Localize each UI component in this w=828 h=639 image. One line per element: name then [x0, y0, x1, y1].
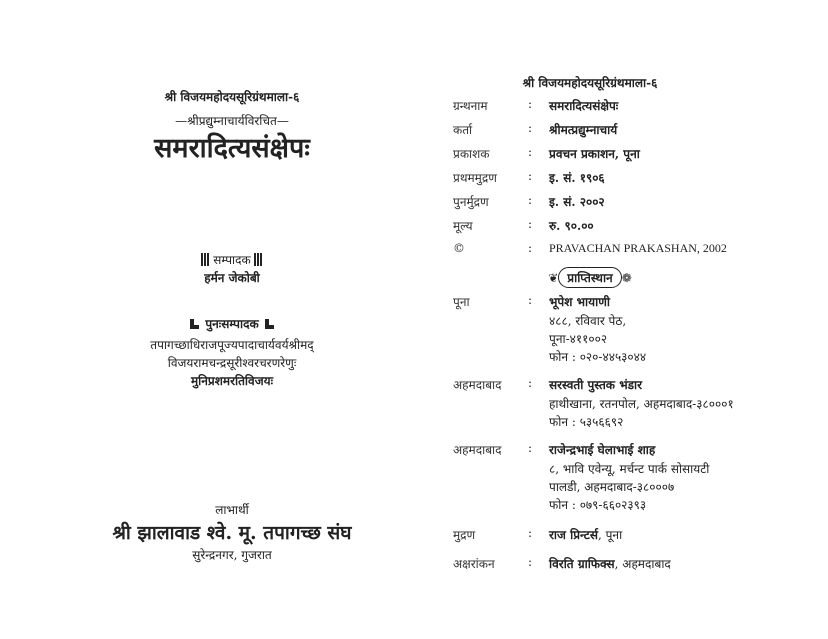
reeditor-heading	[90, 315, 374, 332]
info-label: पुनर्मुद्रण	[453, 195, 489, 209]
availability-title: प्राप्तिस्थान	[558, 267, 621, 288]
info-label: प्रकाशक	[453, 147, 490, 161]
info-label: प्रथममुद्रण	[453, 171, 497, 185]
colon: :	[528, 145, 533, 159]
colon: :	[528, 217, 533, 231]
editor-name: हर्मन जेकोबी	[204, 271, 260, 285]
address-line: पालडी, अहमदाबाद-३८०००७	[549, 480, 675, 494]
reeditor-line: मुनिप्रशमरतिविजयः	[190, 374, 274, 388]
reeditor-line: तपागच्छाधिराजपूज्यपादाचार्यवर्यश्रीमद्	[150, 338, 314, 352]
reeditor-label: पुनःसम्पादक	[205, 317, 259, 331]
author-line: —श्रीप्रद्युम्नाचार्यविरचित—	[175, 114, 289, 128]
beneficiary-place: सुरेन्द्रनगर, गुजरात	[192, 548, 272, 562]
info-label: मूल्य	[453, 219, 473, 233]
address-line: ८, भावि एवेन्यू, मर्चन्ट पार्क सोसायटी	[549, 462, 710, 476]
address-city: अहमदाबाद	[453, 443, 502, 457]
address-name: राजेन्द्रभाई घेलाभाई शाह	[549, 443, 656, 457]
availability-heading	[440, 267, 740, 288]
address-line: फोन : ०७९-६६०२३९३	[549, 498, 647, 512]
address-line: ४८८, रविवार पेठ,	[549, 314, 627, 328]
address-city: अहमदाबाद	[453, 378, 502, 392]
book-title: समरादित्यसंक्षेपः	[154, 133, 310, 164]
colon: :	[528, 376, 533, 390]
address-line: पूना-४११००२	[549, 332, 608, 346]
reeditor-line: विजयरामचन्द्रसूरीश्वरचरणरेणुः	[167, 356, 297, 370]
address-line: फोन : ५३५६६९२	[549, 415, 624, 429]
info-value: प्रवचन प्रकाशन, पूना	[549, 147, 640, 161]
info-value: इ. सं. २००२	[549, 195, 605, 209]
series-title-right: श्री विजयमहोदयसूरिग्रंथमाला-६	[522, 76, 658, 90]
info-value: इ. सं. १९०६	[549, 171, 605, 185]
address-name: सरस्वती पुस्तक भंडार	[549, 378, 643, 392]
printer-place: , पूना	[597, 528, 623, 542]
colon: :	[528, 169, 533, 183]
typesetting-label: अक्षरांकन	[453, 557, 495, 571]
series-title: श्री विजयमहोदयसूरिग्रंथमाला-६	[164, 90, 300, 104]
ornament-bar-icon	[254, 253, 263, 266]
colon: :	[528, 241, 533, 255]
colon: :	[528, 526, 533, 540]
colon: :	[528, 97, 533, 111]
printer-name: राज प्रिन्टर्स	[549, 528, 598, 542]
editor-heading	[90, 251, 374, 268]
ornament-bar-icon	[201, 253, 210, 266]
colon: :	[528, 293, 533, 307]
colon: :	[528, 441, 533, 455]
colon: :	[528, 121, 533, 135]
address-name: भूपेश भायाणी	[549, 295, 610, 309]
beneficiary-label: लाभार्थी	[215, 503, 249, 517]
flower-icon: ❁	[621, 271, 632, 285]
typesetting-name: विरति ग्राफिक्स	[549, 557, 615, 571]
typesetting-place: , अहमदाबाद	[614, 557, 671, 571]
beneficiary-name: श्री झालावाड श्वे. मू. तपागच्छ संघ	[112, 522, 352, 544]
colon: :	[528, 193, 533, 207]
info-value: समरादित्यसंक्षेपः	[549, 99, 619, 113]
info-value: श्रीमत्प्रद्युम्नाचार्य	[549, 123, 618, 137]
editor-label: सम्पादक	[213, 253, 251, 267]
info-label: कर्ता	[453, 123, 473, 137]
flourish-icon: ❦	[548, 271, 559, 285]
info-label: ग्रन्थनाम	[453, 99, 488, 113]
colon: :	[528, 555, 533, 569]
printer-label: मुद्रण	[453, 528, 476, 542]
info-value: रु. ९०.००	[549, 219, 594, 233]
address-line: फोन : ०२०-४४५३०४४	[549, 350, 647, 364]
typesetting-value	[549, 555, 671, 572]
info-label: ©	[453, 241, 465, 255]
info-value: PRAVACHAN PRAKASHAN, 2002	[549, 241, 727, 255]
address-city: पूना	[453, 295, 470, 309]
address-line: हाथीखाना, रतनपोल, अहमदाबाद-३८०००१	[549, 397, 734, 411]
ornament-corner-icon	[265, 319, 274, 329]
ornament-corner-icon	[190, 319, 199, 329]
printer-value	[549, 526, 622, 543]
